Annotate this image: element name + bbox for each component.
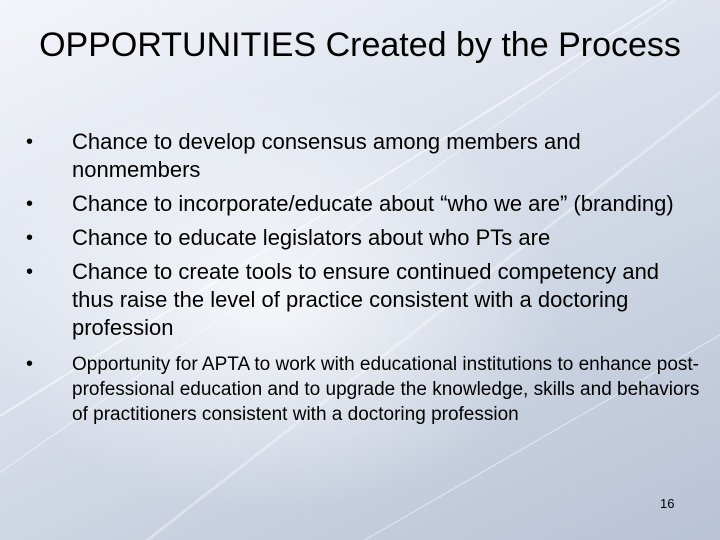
page-number: 16 [660,496,675,511]
slide-title: OPPORTUNITIES Created by the Process [39,26,681,64]
bullet-icon: • [26,261,34,283]
bullet-icon: • [26,353,34,375]
bullet-item [24,352,704,427]
bullet-item [24,128,704,184]
bullet-text: Chance to educate legislators about who PTs are [72,225,551,250]
bullet-item [24,224,704,252]
bullet-text: Chance to create tools to ensure continued competency and thus raise the level of practice consistent with a doctoring profession [72,259,660,340]
bullet-item [24,258,704,342]
bullet-icon: • [26,193,34,215]
bullet-item [24,190,704,218]
bullet-icon: • [26,131,34,153]
bullet-list [24,128,704,433]
bullet-text: Chance to develop consensus among members and nonmembers [72,129,581,182]
bullet-text: Chance to incorporate/educate about “who we are” (branding) [72,191,674,216]
bullet-icon: • [26,227,34,249]
bullet-text: Opportunity for APTA to work with educational institutions to enhance post-professional education and to upgrade the knowledge, skills and behaviors of practitioners consistent with a doctoring profession [72,354,700,425]
